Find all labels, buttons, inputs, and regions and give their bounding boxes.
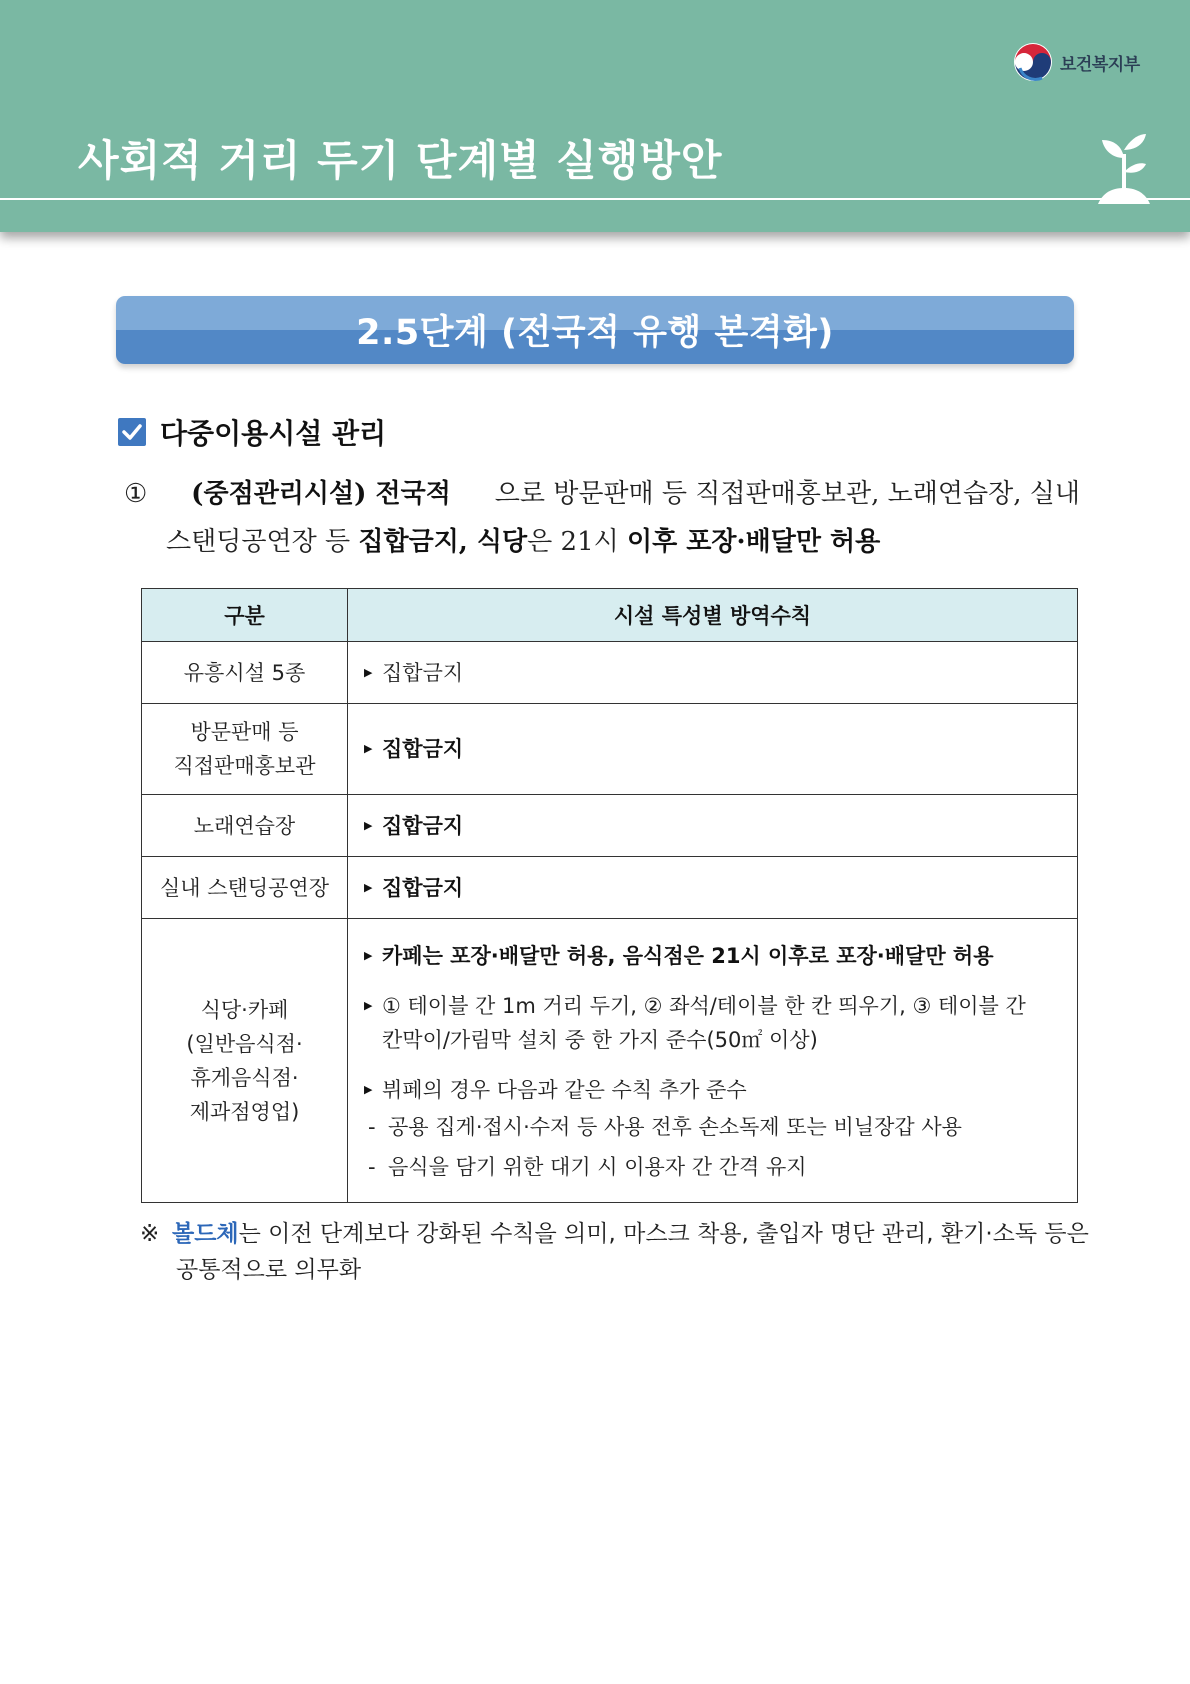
category-line: 휴게음식점· (190, 1065, 299, 1090)
row-rule (348, 795, 1078, 857)
paragraph-bold-2: 집합금지, 식당 (358, 527, 528, 557)
rule-text-line: 칸막이/가림막 설치 중 한 가지 준수(50㎡ 이상) (382, 1027, 818, 1052)
rule-text: 카페는 포장·배달만 허용, 음식점은 21시 이후로 포장·배달만 허용 (382, 943, 994, 968)
paragraph-bold-3: 이후 포장·배달만 허용 (627, 527, 881, 557)
row-category: 실내 스탠딩공연장 (142, 857, 348, 919)
table-row (142, 642, 1078, 704)
paragraph-bold-1: (중점관리시설) 전국적 (191, 479, 451, 509)
checkbox-checked-icon (118, 418, 146, 446)
ministry-logo (1012, 40, 1140, 84)
triangle-bullet-icon: ▶ (364, 1082, 373, 1096)
header-category: 구분 (142, 589, 348, 642)
section-heading (118, 412, 386, 452)
triangle-bullet-icon: ▶ (364, 880, 373, 894)
rule-text: 집합금지 (382, 813, 464, 838)
row-rule (348, 704, 1078, 795)
rule-text: 집합금지 (382, 875, 464, 900)
paragraph-marker: ① (124, 479, 148, 509)
row-category (142, 919, 348, 1203)
category-line: 방문판매 등 (190, 720, 299, 744)
facility-rules-table (141, 588, 1078, 1203)
header-rules: 시설 특성별 방역수칙 (348, 589, 1078, 642)
stage-title: 2.5단계 (전국적 유행 본격화) (356, 313, 834, 353)
row-category: 유흥시설 5종 (142, 642, 348, 704)
dash-bullet: - (368, 1154, 376, 1179)
table-row (142, 704, 1078, 795)
table-row (142, 919, 1078, 1203)
sub-rule-text: 공용 집게·접시·수저 등 사용 전후 손소독제 또는 비닐장갑 사용 (388, 1114, 962, 1139)
rule-text: 집합금지 (382, 660, 464, 685)
category-line: 제과점영업) (189, 1099, 300, 1124)
note-text-line2: 공통적으로 의무화 (176, 1257, 362, 1283)
row-rule (348, 919, 1078, 1203)
page-header (0, 0, 1190, 232)
triangle-bullet-icon: ▶ (364, 665, 373, 679)
page-title: 사회적 거리 두기 단계별 실행방안 (78, 136, 723, 185)
row-rule (348, 857, 1078, 919)
paragraph-text-1: 으로 방문판매 등 직접판매홍보관, 노래연습장, 실내 (494, 479, 1080, 509)
rule-text (382, 989, 1067, 1057)
footnote (140, 1216, 1089, 1288)
rule-text: 집합금지 (382, 737, 464, 761)
section-heading-label: 다중이용시설 관리 (160, 417, 387, 450)
triangle-bullet-icon: ▶ (364, 742, 373, 755)
row-category: 노래연습장 (142, 795, 348, 857)
row-category (142, 704, 348, 795)
triangle-bullet-icon: ▶ (364, 998, 373, 1012)
stage-title-bar (116, 296, 1074, 364)
triangle-bullet-icon: ▶ (364, 948, 373, 962)
triangle-bullet-icon: ▶ (364, 818, 373, 832)
category-line: 직접판매홍보관 (173, 754, 316, 778)
table-row (142, 795, 1078, 857)
table-row (142, 857, 1078, 919)
taegeuk-logo-icon (1012, 41, 1054, 83)
dash-bullet: - (368, 1114, 376, 1139)
paragraph-text-2a: 스탠딩공연장 등 (166, 527, 359, 557)
policy-paragraph (124, 470, 1080, 566)
ministry-name: 보건복지부 (1060, 54, 1140, 75)
paragraph-text-2b: 은 21시 (527, 527, 628, 557)
sprout-icon (1098, 128, 1150, 204)
rule-text: 뷔페의 경우 다음과 같은 수칙 추가 준수 (382, 1077, 747, 1102)
sub-rule-text: 음식을 담기 위한 대기 시 이용자 간 간격 유지 (388, 1154, 807, 1179)
table-header-row (142, 589, 1078, 642)
note-highlight: 볼드체 (172, 1221, 239, 1247)
note-text: 는 이전 단계보다 강화된 수칙을 의미, 마스크 착용, 출입자 명단 관리, 환기·소독 등은 (238, 1221, 1089, 1247)
category-line: 식당·카페 (200, 997, 289, 1022)
row-rule (348, 642, 1078, 704)
note-mark: ※ (140, 1221, 160, 1247)
rule-text-line: ① 테이블 간 1m 거리 두기, ② 좌석/테이블 한 칸 띄우기, ③ 테이블 간 (382, 993, 1026, 1018)
category-line: (일반음식점· (186, 1031, 303, 1056)
header-divider (0, 198, 1190, 200)
